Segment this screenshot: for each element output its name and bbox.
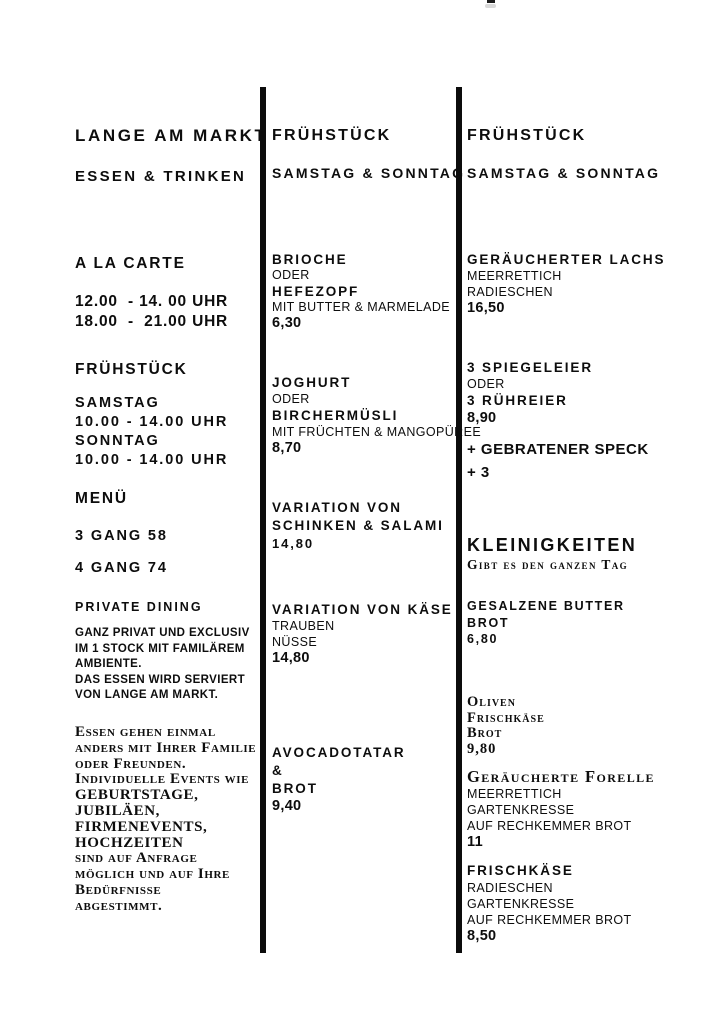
item-description: MIT BUTTER & MARMELADE xyxy=(272,300,451,314)
a-la-carte-hours-dinner: 18.00 - 21.00 UHR xyxy=(75,313,229,330)
item-name: Brot xyxy=(467,725,503,742)
item-description: MEERRETTICH xyxy=(467,787,562,801)
events-note-line: GEBURTSTAGE, xyxy=(75,787,199,804)
item-description: AUF RECHKEMMER BROT xyxy=(467,913,632,927)
events-note-line: Essen gehen einmal xyxy=(75,724,216,740)
item-name: VARIATION VON KÄSE xyxy=(272,602,453,617)
private-dining-line: IM 1 STOCK MIT FAMILÄREM xyxy=(75,642,245,655)
item-name: AVOCADOTATAR xyxy=(272,745,406,760)
events-note-line: anders mit Ihrer Familie xyxy=(75,739,257,756)
item-description: RADIESCHEN xyxy=(467,881,553,895)
private-dining-title: PRIVATE DINING xyxy=(75,600,203,614)
menu-item-brioche xyxy=(272,251,450,332)
events-note-line: JUBILÄEN, xyxy=(75,802,160,819)
item-name: BIRCHERMÜSLI xyxy=(272,408,399,423)
private-dining-line: VON LANGE AM MARKT. xyxy=(75,689,219,701)
item-name: BROT xyxy=(272,781,318,796)
events-note-line: HOCHZEITEN xyxy=(75,834,184,851)
item-name: Geräucherte Forelle xyxy=(467,767,655,786)
item-conjunction: ODER xyxy=(272,268,310,282)
menu-option-4-gang: 4 GANG 74 xyxy=(75,560,168,576)
breakfast-days-middle: SAMSTAG & SONNTAG xyxy=(272,165,466,181)
menu-option-3-gang: 3 GANG 58 xyxy=(75,528,168,544)
item-description: GARTENKRESSE xyxy=(467,803,575,817)
breakfast-hours-saturday: 10.00 - 14.00 UHR xyxy=(75,414,229,430)
item-price: 8,70 xyxy=(272,440,302,456)
item-description: TRAUBEN xyxy=(272,619,335,633)
item-price: 14,80 xyxy=(272,536,315,551)
breakfast-day-saturday: SAMSTAG xyxy=(75,395,160,411)
a-la-carte-hours xyxy=(75,292,228,332)
breakfast-hours-left xyxy=(75,394,228,470)
item-price: 11 xyxy=(467,834,483,850)
events-note xyxy=(75,725,256,915)
private-dining-description xyxy=(75,626,250,704)
events-note-line: Individuelle Events wie xyxy=(75,771,250,788)
item-price: 6,80 xyxy=(467,632,499,646)
item-name: FRISCHKÄSE xyxy=(467,863,574,878)
item-name: HEFEZOPF xyxy=(272,284,360,299)
breakfast-days-right: SAMSTAG & SONNTAG xyxy=(467,165,661,181)
breakfast-title-left: FRÜHSTÜCK xyxy=(75,361,188,378)
item-price: 6,30 xyxy=(272,315,302,331)
addon-price: + 3 xyxy=(467,464,490,481)
events-note-line: möglich und auf Ihre xyxy=(75,866,230,883)
item-price: 9,40 xyxy=(272,798,302,814)
item-price: 8,50 xyxy=(467,928,497,944)
item-conjunction: & xyxy=(272,763,284,778)
item-description: AUF RECHKEMMER BROT xyxy=(467,819,632,833)
item-description: GARTENKRESSE xyxy=(467,897,575,911)
menu-item-butter xyxy=(467,598,625,648)
item-price: 14,80 xyxy=(272,650,310,666)
menu-item-schinken-salami xyxy=(272,499,444,552)
item-name: BROT xyxy=(467,615,510,630)
item-name: 3 RÜHREIER xyxy=(467,393,568,408)
column-divider-left xyxy=(260,87,266,953)
events-note-line: FIRMENEVENTS, xyxy=(75,818,208,835)
item-description: RADIESCHEN xyxy=(467,285,553,299)
item-price: 9,80 xyxy=(467,740,497,757)
menu-item-joghurt xyxy=(272,374,481,457)
page-crop-smudge xyxy=(485,4,496,8)
page-crop-artifact xyxy=(487,0,495,3)
item-description: NÜSSE xyxy=(272,635,318,649)
a-la-carte-title: A LA CARTE xyxy=(75,255,186,272)
column-divider-right xyxy=(456,87,462,953)
menu-item-frischkaese xyxy=(467,862,632,944)
item-name: BRIOCHE xyxy=(272,252,348,267)
item-price: 16,50 xyxy=(467,300,505,316)
item-conjunction: ODER xyxy=(272,392,310,406)
item-name: 3 SPIEGELEIER xyxy=(467,360,593,375)
addon-name: + GEBRATENER SPECK xyxy=(467,441,649,458)
item-name: Frischkäse xyxy=(467,709,545,726)
section-subtitle: Gibt es den ganzen Tag xyxy=(467,557,629,572)
item-name: SCHINKEN & SALAMI xyxy=(272,518,444,533)
private-dining-line: GANZ PRIVAT UND EXCLUSIV xyxy=(75,627,250,639)
menu-item-eier xyxy=(467,359,593,426)
menu-item-lachs xyxy=(467,251,665,316)
breakfast-header-right: FRÜHSTÜCK xyxy=(467,127,587,144)
item-name: GERÄUCHERTER LACHS xyxy=(467,252,666,267)
kleinigkeiten-section xyxy=(467,535,637,572)
menu-item-avocadotatar xyxy=(272,744,406,815)
item-name: JOGHURT xyxy=(272,375,352,390)
breakfast-header-middle: FRÜHSTÜCK xyxy=(272,127,392,144)
private-dining-line: AMBIENTE. xyxy=(75,658,142,670)
item-description: MIT FRÜCHTEN & MANGOPÜREE xyxy=(272,425,482,439)
menu-title: MENÜ xyxy=(75,490,128,507)
events-note-line: abgestimmt. xyxy=(75,897,163,914)
breakfast-hours-sunday: 10.00 - 14.00 UHR xyxy=(75,452,229,468)
item-name: Oliven xyxy=(467,694,516,710)
events-note-line: oder Freunden. xyxy=(75,755,187,772)
item-name: GESALZENE BUTTER xyxy=(467,599,625,613)
brand-subtitle: ESSEN & TRINKEN xyxy=(75,168,247,185)
item-description: MEERRETTICH xyxy=(467,269,562,283)
menu-item-forelle xyxy=(467,767,655,850)
breakfast-day-sunday: SONNTAG xyxy=(75,433,160,449)
events-note-line: sind auf Anfrage xyxy=(75,850,198,867)
section-title: KLEINIGKEITEN xyxy=(467,535,638,555)
item-conjunction: ODER xyxy=(467,377,505,391)
item-name: VARIATION VON xyxy=(272,500,402,515)
menu-item-oliven xyxy=(467,695,545,757)
menu-item-speck-addon xyxy=(467,441,649,481)
events-note-line: Bedürfnisse xyxy=(75,881,162,898)
menu-item-kaese xyxy=(272,601,453,667)
private-dining-line: DAS ESSEN WIRD SERVIERT xyxy=(75,673,246,686)
a-la-carte-hours-lunch: 12.00 - 14. 00 UHR xyxy=(75,293,229,310)
brand-title: LANGE AM MARKT xyxy=(75,126,268,145)
item-price: 8,90 xyxy=(467,410,497,426)
